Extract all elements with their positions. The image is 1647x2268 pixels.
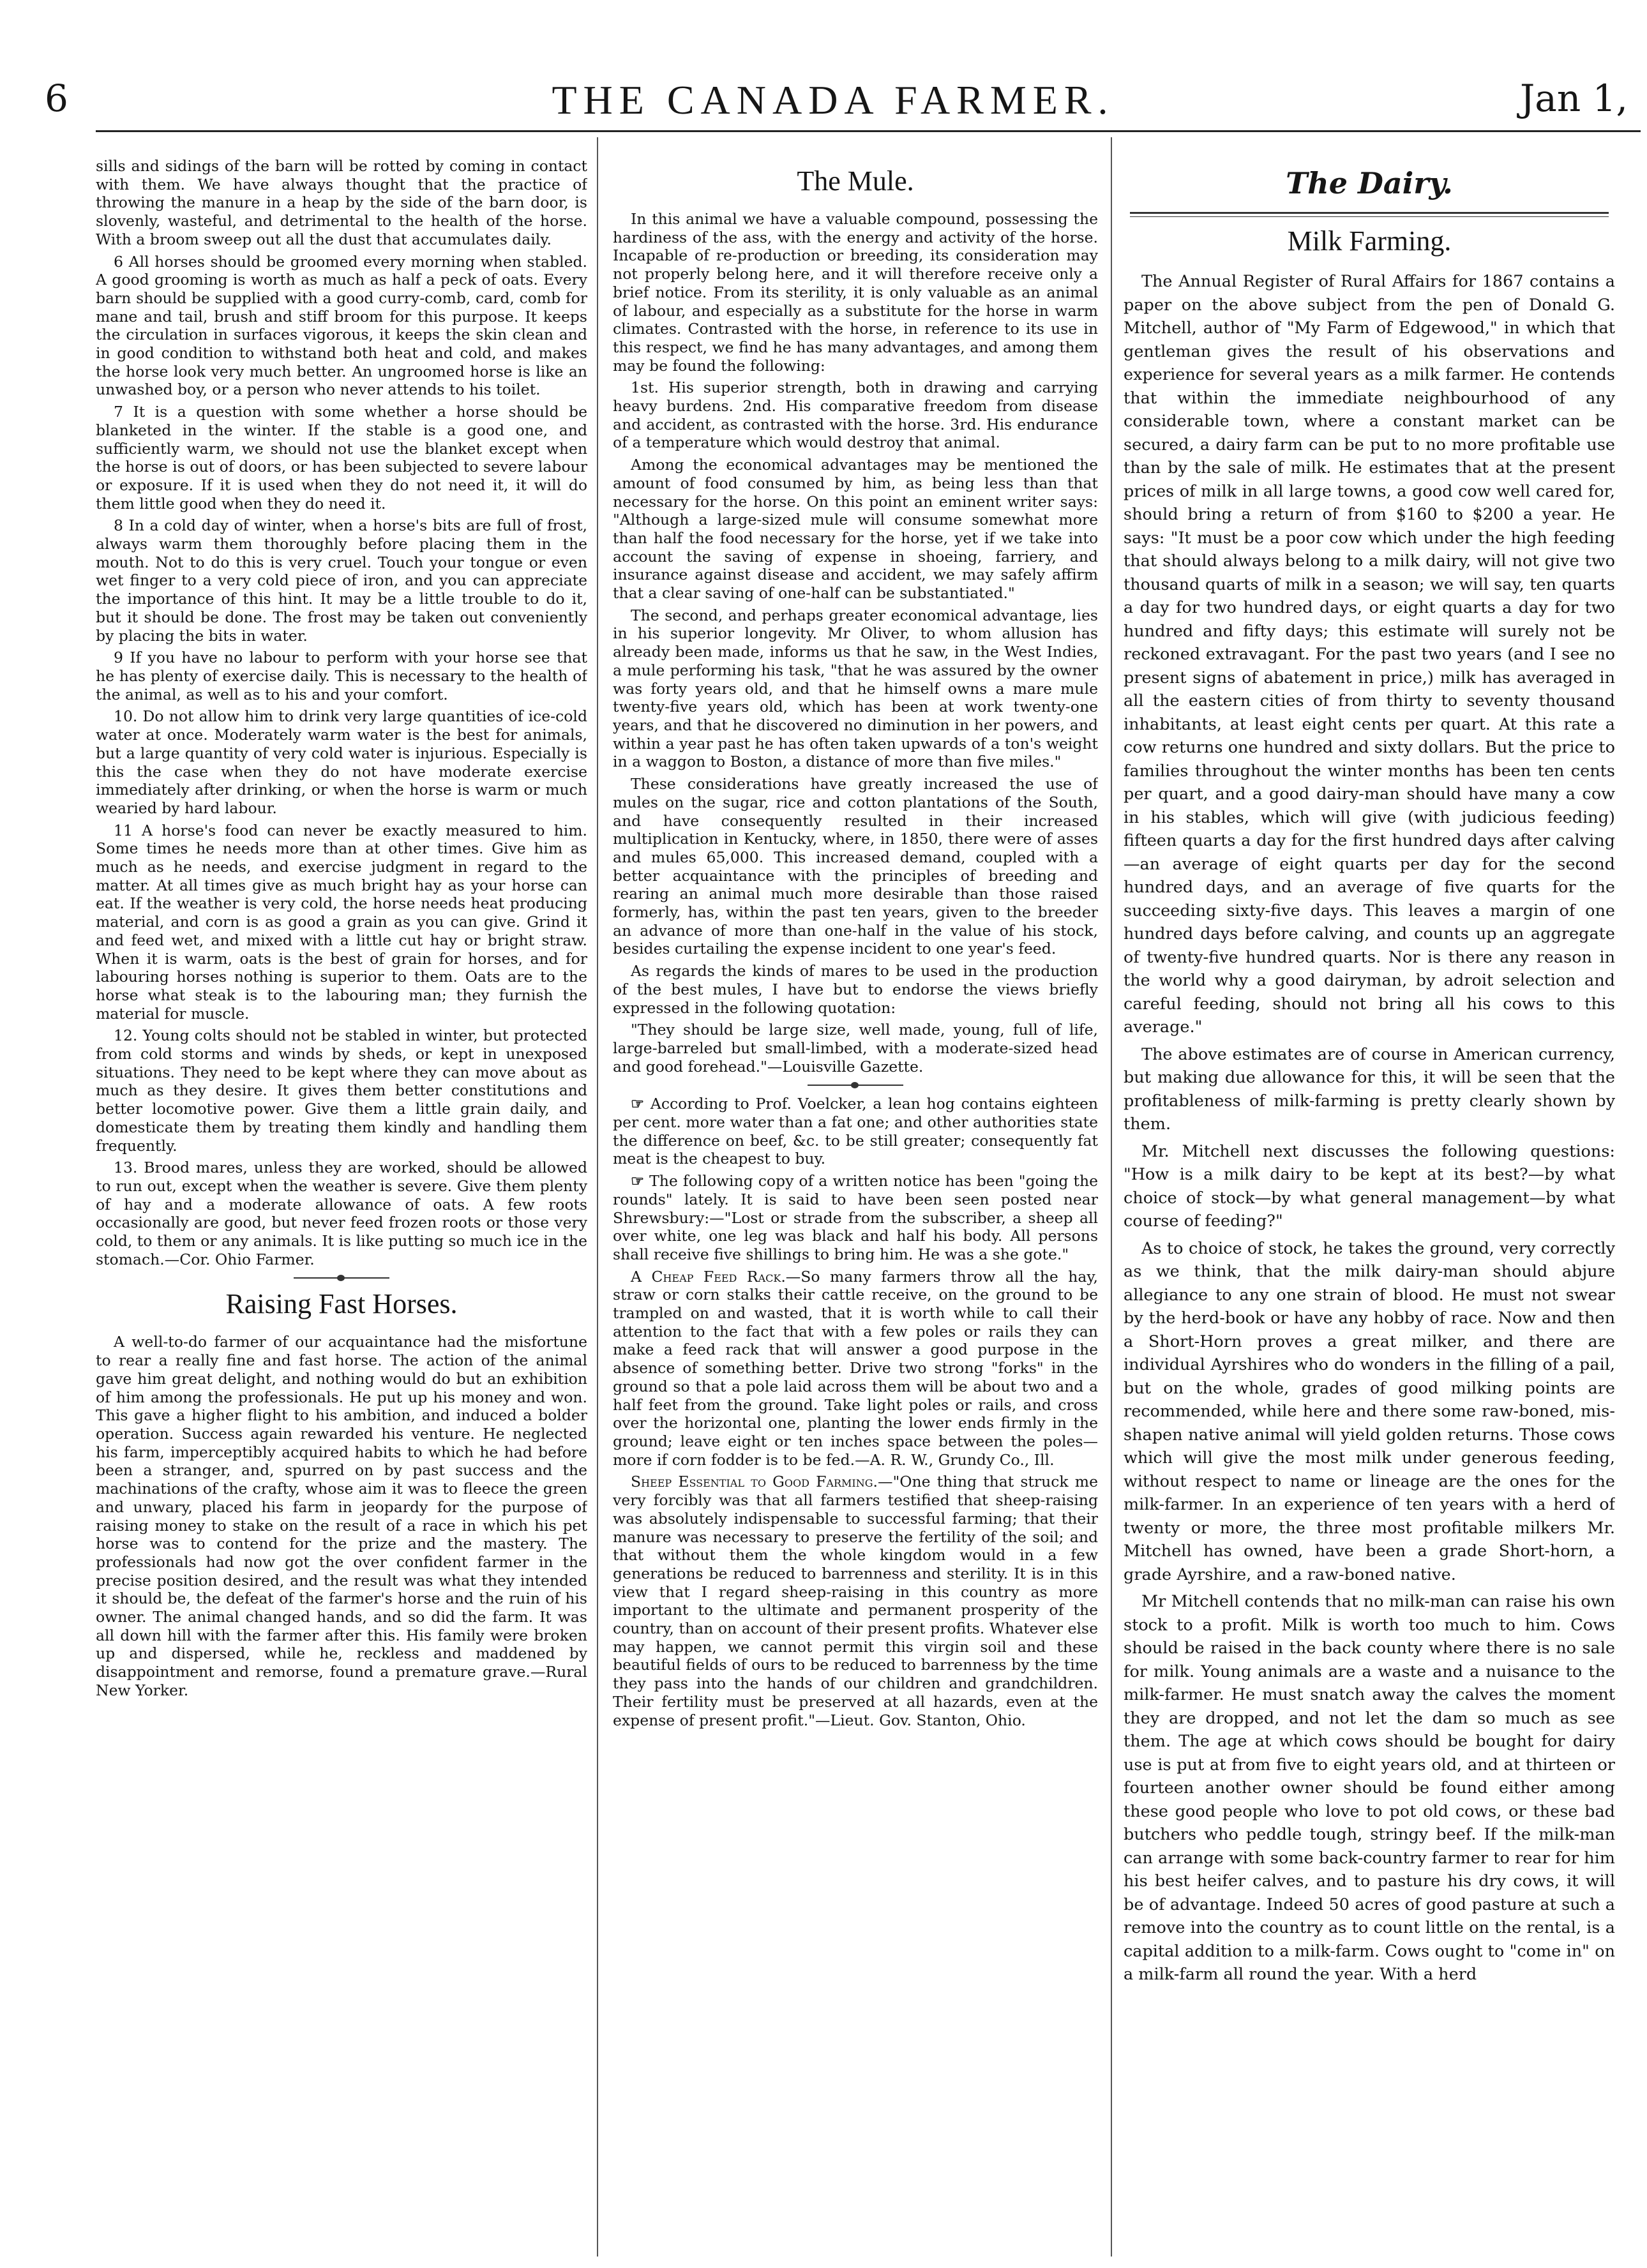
article-paragraph: 8 In a cold day of winter, when a horse's bits are full of frost, always warm them thoroughly before placing them in the mouth. Not to do this is very cruel. Touch your tongue or even wet finger to a very cold piece of iron, and you can appreciate the importance of this hint. It may be a little trouble to do it, but it should be done. The frost may be taken out conveniently by placing the bits in water. (96, 516, 587, 645)
pointing-hand-icon: ☞ (631, 1095, 645, 1113)
page-number: 6 (45, 77, 68, 120)
news-note-text: According to Prof. Voelcker, a lean hog contains eighteen per cent. more water than a fat one; and other authorities state the difference on beef, &c. to be still greater; consequently fat meat is the cheapest to buy. (613, 1095, 1098, 1168)
column-1 (96, 157, 587, 2257)
section-title: Raising Fast Horses. (225, 1288, 458, 1320)
article-paragraph: As to choice of stock, he takes the ground, very correctly as we think, that the milk dairy-man should abjure allegiance to any one strain of blood. He must not swear by the herd-book or have any hobby of race. Now and then a Short-Horn proves a great milker, and there are individual Ayrshires who do wonders in the filling of a pail, but on the whole, grades of good milking points are recommended, while here and there some raw-boned, mis-shapen native animal will yield golden returns. Those cows which will give the most milk under generous feeding, without respect to name or lineage are the ones for the milk-farmer. In an experience of ten years with a herd of twenty or more, the three most profitable milkers Mr. Mitchell has owned, have been a grade Short-horn, a grade Ayrshire, and a raw-boned native. (1124, 1238, 1615, 1584)
page-header (38, 77, 1628, 137)
article-paragraph: In this animal we have a valuable compound, possessing the hardiness of the ass, with the energy and activity of the horse. Incapable of re-production or breeding, its consideration may not properly belong here, and it will therefore receive only a brief notice. From its sterility, it is only valuable as an animal of labour, and especially as a substitute for the horse in warm climates. Contrasted with the horse, in reference to its use in this respect, we find he has many advantages, and among them may be found the following: (613, 210, 1098, 375)
department-rule (1130, 212, 1609, 217)
article-paragraph: As regards the kinds of mares to be used in the production of the best mules, I have but to endorse the views briefly expressed in the following quotation: (613, 962, 1098, 1017)
article-paragraph: These considerations have greatly increased the use of mules on the sugar, rice and cotton plantations of the South, and have consequently resulted in their increased multiplication in Kentucky, where, in 1850, there were of asses and mules 65,000. This increased demand, coupled with a better acquaintance with the principles of breeding and rearing an animal much more desirable than those raised formerly, has, within the past ten years, given to the breeder an advance of more than one-half in the value of his stock, besides curtailing the expense incident to one year's feed. (613, 775, 1098, 958)
article-paragraph: Mr Mitchell contends that no milk-man can raise his own stock to a profit. Milk is worth too much to him. Cows should be raised in the back county where there is no sale for milk. Young animals are a waste and a nuisance to the milk-farmer. He must snatch away the calves the moment they are dropped, and not let the dam so much as see them. The age at which cows should be bought for dairy use is put at from five to eight years old, and at thirteen or fourteen another owner should be found either among these good people who love to pot old cows, or these bad butchers who peddle tough, stringy beef. If the milk-man can arrange with some back-country farmer to rear for him his best heifer calves, and to pasture his dry cows, it will be of advantage. Indeed 50 acres of good pasture at such a remove into the country as to count little on the rental, is a capital addition to a milk-farm. Cows ought to "come in" on a milk-farm all round the year. With a herd (1124, 1592, 1615, 1984)
column-3 (1124, 157, 1615, 2257)
article-paragraph: 1st. His superior strength, both in drawing and carrying heavy burdens. 2nd. His comparative freedom from disease and accident, as contrasted with the horse. 3rd. His endurance of a temperature which would destroy that animal. (613, 379, 1098, 452)
article-paragraph: 10. Do not allow him to drink very large quantities of ice-cold water at once. Moderately warm water is the best for animals, but a large quantity of very cold water is injurious. Especially is this the case when they do not have moderate exercise immediately after drinking, or when the horse is warm or much wearied by hard labour. (96, 707, 587, 817)
news-note (613, 1473, 1098, 1729)
news-note (613, 1095, 1098, 1168)
news-note-lead: A Cheap Feed Rack. (631, 1267, 786, 1286)
pointing-hand-icon: ☞ (631, 1172, 645, 1190)
column-divider (597, 137, 598, 2257)
section-title: The Mule. (797, 165, 914, 197)
section-title: Milk Farming. (1287, 225, 1452, 257)
article-paragraph: 13. Brood mares, unless they are worked, should be allowed to run out, except when the weather is severe. Give them plenty of hay and a moderate allowance of oats. A few roots occasionally are good, but never feed frozen roots or those very cold, to them or any animals. It is like putting so much ice in the stomach.—Cor. Ohio Farmer. (96, 1159, 587, 1268)
article-paragraph: The second, and perhaps greater economical advantage, lies in his superior longevity. Mr Oliver, to whom allusion has already been made, informs us that he saw, in the West Indies, a mule performing his task, "that he was assured by the owner was forty years old, and that he himself owns a mare mule twenty-five years old, which has been at work twenty-one years, and that he discovered no diminution in her powers, and within a year past he has often taken upwards of a ton's weight in a waggon to Boston, a distance of more than five miles." (613, 606, 1098, 771)
column-divider (1111, 137, 1112, 2257)
news-note (613, 1268, 1098, 1469)
article-paragraph: Mr. Mitchell next discusses the following questions: "How is a milk dairy to be kept at its best?—by what choice of stock—by what general management—by what course of feeding?" (1124, 1141, 1615, 1231)
article-paragraph: The above estimates are of course in American currency, but making due allowance for this, it will be seen that the profitableness of milk-farming is pretty clearly shown by them. (1124, 1044, 1615, 1134)
article-paragraph: 6 All horses should be groomed every morning when stabled. A good grooming is worth as much as half a peck of oats. Every barn should be supplied with a good curry-comb, card, comb for mane and tail, brush and stiff broom for this purpose. It keeps the circulation in surfaces vigorous, it keeps the skin clean and in good condition to withstand both heat and cold, and makes the horse look very much better. An ungroomed horse is like an unwashed boy, or a person who never attends to his toilet. (96, 252, 587, 399)
column-2 (613, 157, 1098, 2257)
article-paragraph: 11 A horse's food can never be exactly measured to him. Some times he needs more than at other times. Give him as much as he needs, and exercise judgment in regard to the matter. At all times give as much bright hay as your horse can eat. If the weather is very cold, the horse needs heat producing material, and corn is as good a grain as you can give. Grind it and feed wet, and mixed with a little cut hay or bright straw. When it is warm, oats is the best of grain for horses, and for labouring horses nothing is superior to them. Oats are to the horse what steak is to the labouring man; they furnish the material for muscle. (96, 821, 587, 1023)
news-note-text: —"One thing that struck me very forcibly was that all farmers testified that sheep-raising was absolutely indispensable to successful farming; that their manure was necessary to preserve the fertility of the soil; and that without them the whole kingdom would in a few generations be reduced to barrenness and sterility. It is in this view that I regard sheep-raising in this country as more important to the ultimate and permanent prosperity of the country, than on account of their present profits. Whatever else may happen, we cannot permit this virgin soil and these beautiful fields of ours to be reduced to barrenness by the time they pass into the hands of our children and grandchildren. Their fertility must be preserved at all hazards, even at the expense of present profit."—Lieut. Gov. Stanton, Ohio. (613, 1473, 1098, 1729)
section-divider (808, 1085, 903, 1086)
news-note-text: —So many farmers throw all the hay, straw or corn stalks their cattle receive, on the ground to be trampled on and wasted, that it is worth while to call their attention to the fact that with a few poles or rails they can make a feed rack that will answer a good purpose in the absence of something better. Drive two strong "forks" in the ground so that a pole laid across them will be about two and a half feet from the ground. Take light poles or rails, and cross over the horizontal one, planting the lower ends firmly in the ground; leave eight or ten inches space between the poles—more if corn fodder is to be fed.—A. R. W., Grundy Co., Ill. (613, 1267, 1098, 1469)
issue-date: Jan 1, (1520, 77, 1628, 120)
news-note-text: The following copy of a written notice has been "going the rounds" lately. It is said to have been seen posted near Shrewsbury:—"Lost or strade from the subscriber, a sheep all over white, one leg was black and half his body. All persons shall receive five shillings to bring him. He was a she gote." (613, 1172, 1098, 1263)
article-paragraph: 7 It is a question with some whether a horse should be blanketed in the winter. If the stable is a good one, and sufficiently warm, we should not use the blanket except when the horse is out of doors, or has been subjected to severe labour or exposure. If it is used when they do not need it, it will do them little good when they do need it. (96, 403, 587, 513)
masthead-title: THE CANADA FARMER. (552, 77, 1115, 123)
article-paragraph: 9 If you have no labour to perform with your horse see that he has plenty of exercise daily. This is necessary to the health of the animal, as well as to his and your comfort. (96, 649, 587, 703)
article-paragraph: sills and sidings of the barn will be rotted by coming in contact with them. We have always thought that the practice of throwing the manure in a heap by the side of the barn door, is slovenly, wasteful, and detrimental to the health of the horse. With a broom sweep out all the dust that accumulates daily. (96, 157, 587, 248)
article-paragraph: 12. Young colts should not be stabled in winter, but protected from cold storms and winds by sheds, or kept in unexposed situations. They need to be kept where they can move about as much as they desire. It gives them better constitutions and better locomotive power. Give them a little grain daily, and domesticate them by treating them kindly and handling them frequently. (96, 1026, 587, 1155)
article-quotation: "They should be large size, well made, young, full of life, large-barreled but small-limbed, with a moderate-sized head and good forehead."—Louisville Gazette. (613, 1021, 1098, 1076)
news-note-lead: Sheep Essential to Good Farming. (631, 1473, 878, 1491)
article-paragraph: A well-to-do farmer of our acquaintance had the misfortune to rear a really fine and fast horse. The action of the animal gave him great delight, and nothing would do but an exhibition of him among the professionals. He put up his money and won. This gave a higher flight to his ambition, and induced a bolder operation. Success again rewarded his venture. He neglected his farm, imperceptibly acquired habits to which he had before been a stranger, and, spurred on by past success and the machinations of the crafty, whose aim it was to fleece the green and unwary, placed his farm in jeopardy for the purpose of raising money to stake on the result of a race in which his pet horse was to contend for the prize and the mastery. The professionals had now got the over confident farmer in the precise position desired, and the result was what they intended it should be, the defeat of the farmer's horse and the ruin of his owner. The animal changed hands, and so did the farm. It was all down hill with the farmer after this. His family were broken up and dispersed, while he, reckless and maddened by disappointment and remorse, found a premature grave.—Rural New Yorker. (96, 1333, 587, 1699)
news-note (613, 1172, 1098, 1264)
article-paragraph: Among the economical advantages may be mentioned the amount of food consumed by him, as being less than that necessary for the horse. On this point an eminent writer says: "Although a large-sized mule will consume somewhat more than half the food necessary for the horse, yet if we take into account the saving of expense in shoeing, farriery, and insurance against disease and accident, we may safely affirm that a clear saving of one-half can be substantiated." (613, 456, 1098, 603)
department-title: The Dairy. (1286, 166, 1453, 200)
header-rule (96, 130, 1641, 132)
section-divider (294, 1277, 389, 1279)
article-paragraph: The Annual Register of Rural Affairs for 1867 contains a paper on the above subject from the pen of Donald G. Mitchell, author of "My Farm of Edgewood," in which that gentleman gives the result of his observations and experience for several years as a milk farmer. He contends that within the immediate neighbourhood of any considerable town, where a constant market can be secured, a dairy farm can be put to no more profitable use than by the sale of milk. He estimates that at the present prices of milk in all large towns, a good cow well cared for, should bring a return of from $160 to $200 a year. He says: "It must be a poor cow which under the high feeding that should always belong to a milk dairy, will not give two thousand quarts of milk in a season; we will say, ten quarts a day for two hundred days, or eight quarts a day for two hundred and fifty days; this estimate will surely not be reckoned extravagant. For the past two years (and I see no present signs of abatement in price,) milk has averaged in all the eastern cities of from thirty to seventy thousand inhabitants, at least eight cents per quart. At this rate a cow returns one hundred and sixty dollars. But the price to families throughout the winter months has been ten cents per quart, and a good dairy-man should have many a cow in his stables, which will give (with judicious feeding) fifteen quarts a day for the first hundred days after calving—an average of eight quarts per day for the second hundred days, and an average of five quarts for the succeeding sixty-five days. This leaves a margin of one hundred days before calving, and counts up an aggregate of twenty-five hundred quarts. Nor is there any reason in the world why a good dairyman, by adroit selection and careful feeding, should not bring all his cows to this average." (1124, 272, 1615, 1037)
